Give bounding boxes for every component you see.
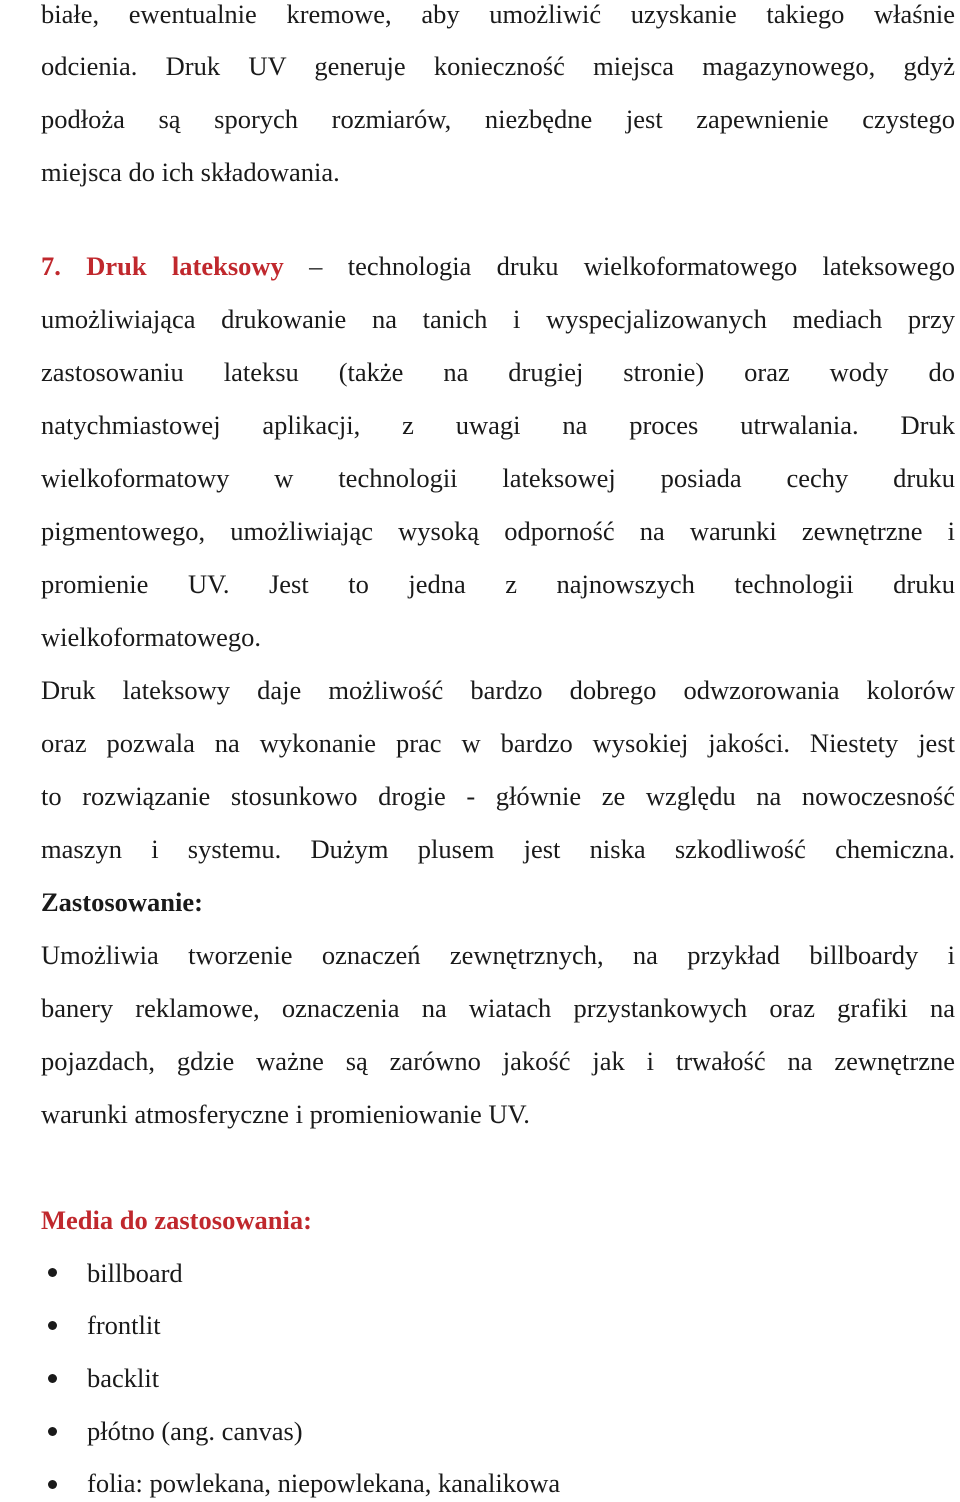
section-7-line-4: natychmiastowej aplikacji, z uwagi na proces utrwalania. Druk [41, 410, 955, 440]
list-item-label: backlit [87, 1363, 160, 1393]
para2-line-4: maszyn i systemu. Dużym plusem jest niska szkodliwość chemiczna. [41, 834, 955, 864]
media-heading: Media do zastosowania: [41, 1205, 312, 1235]
section-heading-rest: – technologia druku wielkoformatowego lateksowego [309, 251, 955, 281]
section-7-heading-line [41, 249, 955, 283]
para2-line-3: to rozwiązanie stosunkowo drogie - głównie ze względu na nowoczesność [41, 781, 955, 811]
list-item-label: płótno (ang. canvas) [87, 1416, 303, 1446]
usage-line-1: Umożliwia tworzenie oznaczeń zewnętrznych, na przykład billboardy i [41, 940, 955, 970]
usage-line-2: banery reklamowe, oznaczenia na wiatach przystankowych oraz grafiki na [41, 993, 955, 1023]
section-7-line-3: zastosowaniu lateksu (także na drugiej stronie) oraz wody do [41, 357, 955, 387]
section-7-line-5: wielkoformatowy w technologii lateksowej posiada cechy druku [41, 463, 955, 493]
bullet-icon [48, 1321, 57, 1330]
bullet-icon [48, 1480, 57, 1489]
list-item-label: folia: powlekana, niepowlekana, kanalikowa [87, 1468, 561, 1498]
section-heading: Druk lateksowy [86, 251, 284, 281]
section-7-line-7: promienie UV. Jest to jedna z najnowszych technologii druku [41, 569, 955, 599]
section-7-line-6: pigmentowego, umożliwiając wysoką odporność na warunki zewnętrzne i [41, 516, 955, 546]
usage-heading: Zastosowanie: [41, 887, 203, 917]
bullet-icon [48, 1427, 57, 1436]
bullet-icon [48, 1268, 57, 1277]
bullet-icon [48, 1374, 57, 1383]
intro-line-3: podłoża są sporych rozmiarów, niezbędne jest zapewnienie czystego [41, 104, 955, 134]
list-item-label: frontlit [87, 1310, 161, 1340]
usage-line-3: pojazdach, gdzie ważne są zarówno jakość jak i trwałość na zewnętrzne [41, 1046, 955, 1076]
intro-line-4: miejsca do ich składowania. [41, 157, 340, 187]
list-item-label: billboard [87, 1258, 183, 1288]
para2-line-1: Druk lateksowy daje możliwość bardzo dobrego odwzorowania kolorów [41, 675, 955, 705]
para2-line-2: oraz pozwala na wykonanie prac w bardzo wysokiej jakości. Niestety jest [41, 728, 955, 758]
section-7-line-2: umożliwiająca drukowanie na tanich i wyspecjalizowanych mediach przy [41, 304, 955, 334]
usage-line-4: warunki atmosferyczne i promieniowanie UV. [41, 1099, 530, 1129]
section-7-line-8: wielkoformatowego. [41, 622, 262, 652]
intro-line-2: odcienia. Druk UV generuje konieczność miejsca magazynowego, gdyż [41, 51, 955, 81]
section-number: 7. [41, 251, 61, 281]
intro-line-1: białe, ewentualnie kremowe, aby umożliwić uzyskanie takiego właśnie [41, 0, 955, 29]
